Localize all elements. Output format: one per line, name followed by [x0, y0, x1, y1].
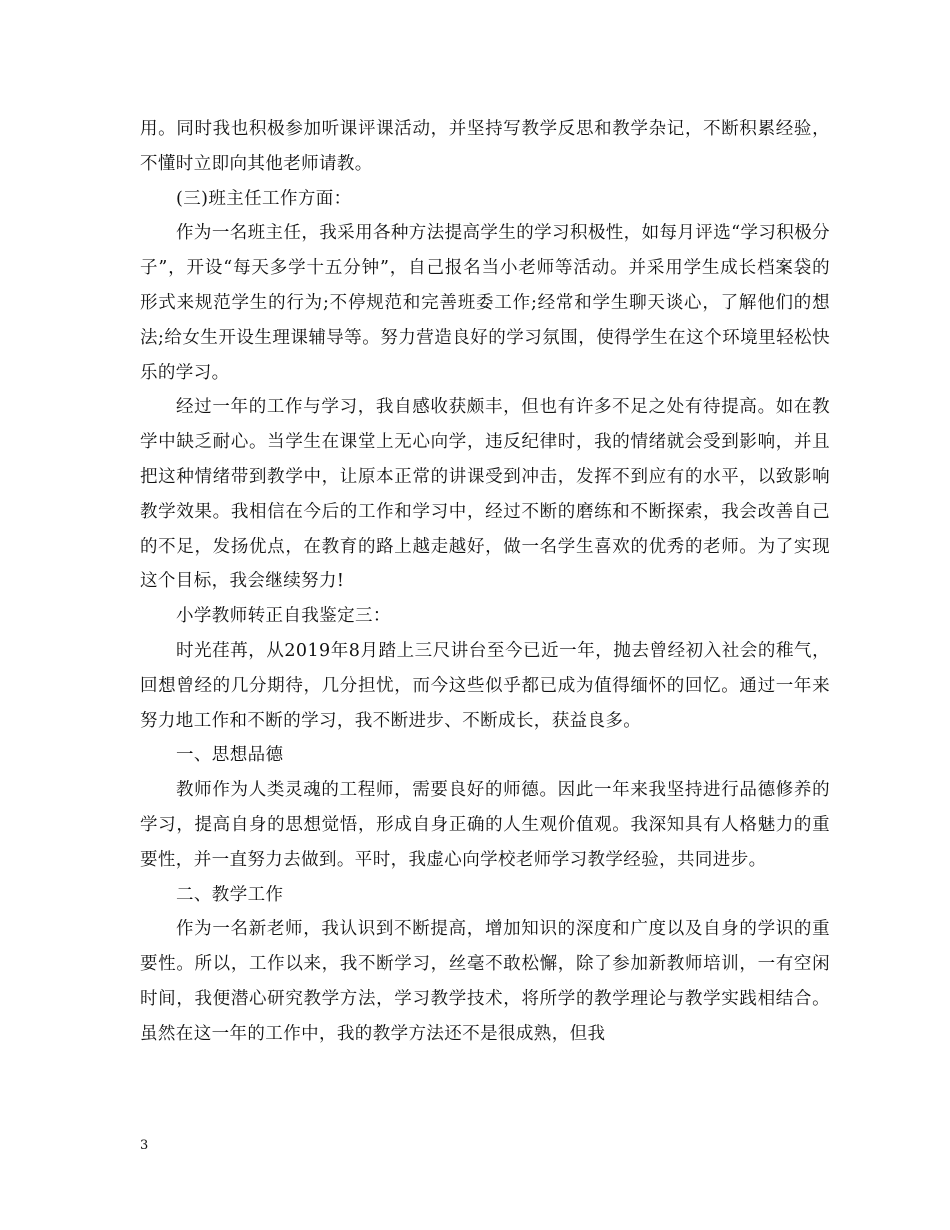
document-body: [140, 112, 830, 1052]
paragraph-5: 教师作为人类灵魂的工程师，需要良好的师德。因此一年来我坚持进行品德修养的学习，提高自身的思想觉悟，形成自身正确的人生观价值观。我深知具有人格魅力的重要性，并一直努力去做到。平时，我虚心向学校老师学习教学经验，共同进步。: [140, 780, 830, 870]
paragraph-2: 作为一名班主任，我采用各种方法提高学生的学习积极性，如每月评选“学习积极分子”，开设“每天多学十五分钟”，自己报名当小老师等活动。并采用学生成长档案袋的形式来规范学生的行为;不停规范和完善班委工作;经常和学生聊天谈心，了解他们的想法;给女生开设生理课辅导等。努力营造良好的学习氛围，使得学生在这个环境里轻松快乐的学习。: [140, 223, 830, 383]
paragraph-1: 用。同时我也积极参加听课评课活动，并坚持写教学反思和教学杂记，不断积累经验，不懂时立即向其他老师请教。: [140, 119, 830, 174]
page-number: 3: [140, 1138, 149, 1153]
section-heading-morality: 一、思想品德: [176, 745, 284, 766]
paragraph-6: 作为一名新老师，我认识到不断提高，增加知识的深度和广度以及自身的学识的重要性。所以，工作以来，我不断学习，丝毫不敢松懈，除了参加新教师培训，一有空闲时间，我便潜心研究教学方法，学习教学技术，将所学的教学理论与教学实践相结合。虽然在这一年的工作中，我的教学方法还不是很成熟，但我: [140, 919, 830, 1044]
section-heading-self-evaluation-3: 小学教师转正自我鉴定三：: [176, 606, 391, 627]
section-heading-teaching: 二、教学工作: [176, 884, 284, 905]
paragraph-3: 经过一年的工作与学习，我自感收获颇丰，但也有许多不足之处有待提高。如在教学中缺乏耐心。当学生在课堂上无心向学，违反纪律时，我的情绪就会受到影响，并且把这种情绪带到教学中，让原本正常的讲课受到冲击，发挥不到应有的水平，以致影响教学效果。我相信在今后的工作和学习中，经过不断的磨练和不断探索，我会改善自己的不足，发扬优点，在教育的路上越走越好，做一名学生喜欢的优秀的老师。为了实现这个目标，我会继续努力!: [140, 397, 830, 592]
section-heading-class-teacher: (三)班主任工作方面：: [176, 188, 352, 209]
paragraph-4: 时光荏苒，从2019年8月踏上三尺讲台至今已近一年，抛去曾经初入社会的稚气，回想曾经的几分期待，几分担忧，而今这些似乎都已成为值得缅怀的回忆。通过一年来努力地工作和不断的学习，我不断进步、不断成长，获益良多。: [140, 640, 830, 731]
